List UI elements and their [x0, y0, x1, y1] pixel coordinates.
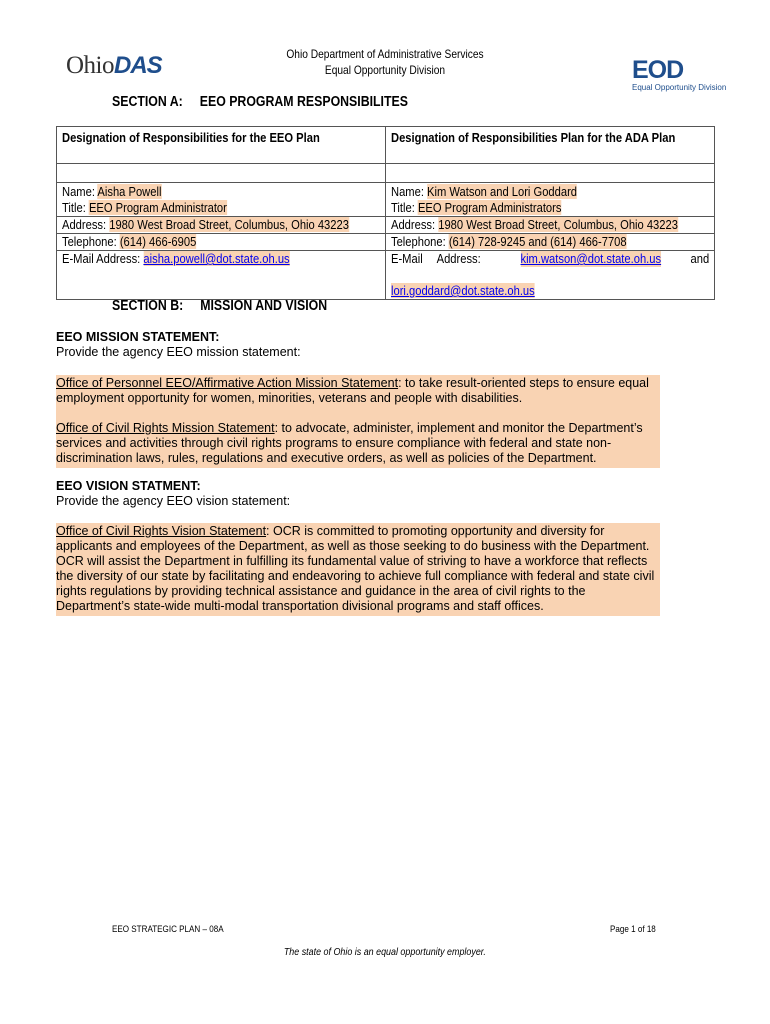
personnel-mission-text: : to take result-oriented steps to ensure equal employment opportunity for women, minorities, veterans and people with disabilities.: [56, 376, 649, 405]
eod-logo-subtitle: Equal Opportunity Division: [632, 83, 727, 92]
footer-page-number: Page 1 of 18: [610, 924, 656, 935]
eeo-contact-title: EEO Program Administrator: [88, 200, 227, 215]
telephone-label: Telephone:: [62, 234, 117, 249]
table-row-email: [57, 251, 715, 300]
civil-rights-mission-paragraph: [56, 421, 660, 466]
mission-section: [56, 330, 660, 360]
section-b-label: SECTION B:: [112, 298, 184, 314]
name-label: Name:: [391, 184, 424, 199]
mission-statement-block: [56, 375, 660, 468]
section-b-heading: [112, 298, 327, 314]
section-a-label: SECTION A:: [112, 94, 183, 110]
email-label-part1: E-Mail: [391, 251, 423, 266]
logo-das-text: DAS: [114, 52, 162, 79]
ada-contact-phone: (614) 728-9245 and (614) 466-7708: [448, 234, 627, 249]
ada-contact-email1-link[interactable]: kim.watson@dot.state.oh.us: [520, 251, 662, 266]
eod-logo: [632, 58, 732, 92]
ada-plan-header: Designation of Responsibilities Plan for the ADA Plan: [386, 127, 715, 164]
footer-document-id: EEO STRATEGIC PLAN – 08A: [112, 924, 224, 935]
eeo-plan-header: Designation of Responsibilities for the EEO Plan: [57, 127, 386, 164]
email-and: and: [690, 251, 710, 266]
table-row-address: [57, 217, 715, 234]
vision-heading: EEO VISION STATMENT:: [56, 479, 201, 493]
eeo-contact-phone: (614) 466-6905: [119, 234, 197, 249]
ada-contact-address: 1980 West Broad Street, Columbus, Ohio 43223: [438, 217, 678, 232]
title-label: Title:: [391, 200, 415, 215]
responsibilities-table: [56, 126, 715, 300]
footer-tagline: The state of Ohio is an equal opportunity employer.: [283, 946, 487, 958]
personnel-mission-paragraph: [56, 376, 660, 406]
address-label: Address:: [391, 217, 436, 232]
ada-contact-email2-link[interactable]: lori.goddard@dot.state.oh.us: [391, 283, 535, 298]
section-a-title: EEO PROGRAM RESPONSIBILITES: [199, 94, 408, 110]
vision-prompt: Provide the agency EEO vision statement:: [56, 494, 291, 508]
mission-prompt: Provide the agency EEO mission statement:: [56, 345, 301, 359]
division-name: Equal Opportunity Division: [324, 63, 446, 77]
eeo-contact-address: 1980 West Broad Street, Columbus, Ohio 43223: [109, 217, 349, 232]
title-label: Title:: [62, 200, 86, 215]
civil-rights-mission-text: : to advocate, administer, implement and monitor the Department’s services and activities through civil rights programs to ensure compliance with federal and state non-discrimination laws, rules, regulations and executive orders, as well as policies of the Department.: [56, 421, 643, 465]
ada-contact-name: Kim Watson and Lori Goddard: [427, 184, 578, 199]
table-header-row: [57, 127, 715, 164]
eeo-contact-name: Aisha Powell: [97, 184, 162, 199]
table-row-title: [57, 200, 715, 217]
email-label: E-Mail Address:: [62, 251, 141, 266]
personnel-mission-title: Office of Personnel EEO/Affirmative Action Mission Statement: [56, 376, 399, 390]
email-label-part2: Address:: [436, 251, 481, 266]
civil-rights-mission-title: Office of Civil Rights Mission Statement: [56, 421, 275, 435]
section-b-title: MISSION AND VISION: [200, 298, 328, 314]
table-row-name: [57, 183, 715, 201]
eod-logo-mark: EOD: [632, 56, 684, 84]
telephone-label: Telephone:: [391, 234, 446, 249]
mission-heading: EEO MISSION STATEMENT:: [56, 330, 220, 344]
ada-contact-title: EEO Program Administrators: [417, 200, 562, 215]
table-row-telephone: [57, 234, 715, 251]
table-blank-row: [57, 164, 715, 183]
section-a-heading: [112, 94, 408, 110]
org-name: Ohio Department of Administrative Services: [286, 47, 484, 61]
eeo-contact-email-link[interactable]: aisha.powell@dot.state.oh.us: [143, 251, 290, 266]
civil-rights-vision-paragraph: [56, 524, 660, 614]
vision-section: [56, 479, 660, 509]
logo-ohio-text: Ohio: [66, 52, 114, 79]
civil-rights-vision-title: Office of Civil Rights Vision Statement: [56, 524, 267, 538]
civil-rights-vision-text: : OCR is committed to promoting opportunity and diversity for applicants and employees of the Department, as well as those seeking to do business with the Department. OCR will assist the Department in fulfilling its fundamental value of striving to have a workforce that reflects the diversity of our state by facilitating and endeavoring to achieve full compliance with federal and state civil rights regulations by providing technical assistance and guidance in the area of civil rights to the Department’s state-wide multi-modal transportation divisional programs and staff offices.: [56, 524, 655, 613]
name-label: Name:: [62, 184, 95, 199]
vision-statement-block: [56, 523, 660, 616]
address-label: Address:: [62, 217, 107, 232]
